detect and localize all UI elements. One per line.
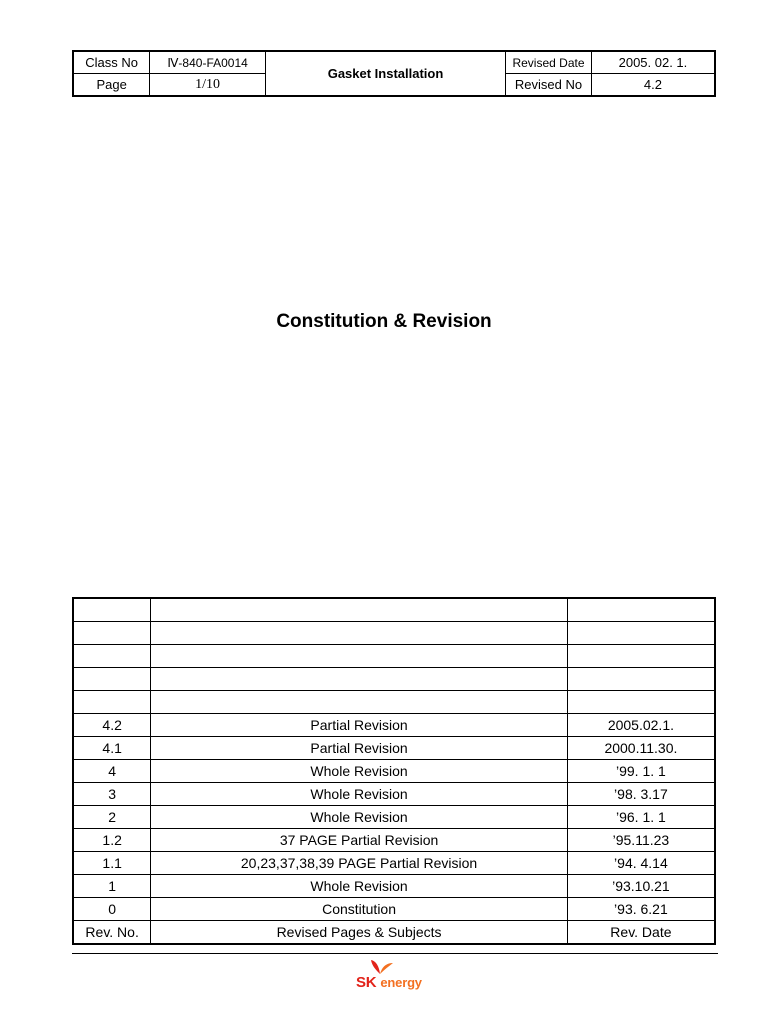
- table-row: [73, 737, 715, 760]
- table-row: [73, 714, 715, 737]
- subject-cell: [151, 598, 568, 622]
- rev-date-cell: [567, 668, 715, 691]
- subject-cell: 20,23,37,38,39 PAGE Partial Revision: [151, 852, 568, 875]
- logo-wing-left: [371, 960, 380, 974]
- rev-no-cell: 1.2: [73, 829, 151, 852]
- subject-cell: Constitution: [151, 898, 568, 921]
- subject-cell: [151, 691, 568, 714]
- rev-no-cell: 1.1: [73, 852, 151, 875]
- subject-cell: Whole Revision: [151, 806, 568, 829]
- rev-date-cell: ’96. 1. 1: [567, 806, 715, 829]
- rev-date-cell: ’95.11.23: [567, 829, 715, 852]
- sk-energy-logo: [356, 958, 436, 994]
- rev-date-cell: [567, 645, 715, 668]
- table-row: [73, 668, 715, 691]
- table-row: [73, 691, 715, 714]
- rev-no-cell: [73, 691, 151, 714]
- revised-date-label: Revised Date: [506, 51, 592, 74]
- logo-energy-text: energy: [380, 975, 422, 990]
- rev-no-cell: [73, 668, 151, 691]
- rev-no-cell: 3: [73, 783, 151, 806]
- subject-cell: 37 PAGE Partial Revision: [151, 829, 568, 852]
- table-row: [73, 645, 715, 668]
- rev-date-cell: [567, 598, 715, 622]
- table-row: [73, 829, 715, 852]
- subject-cell: Revised Pages & Subjects: [151, 921, 568, 945]
- logo-wing-right: [380, 963, 393, 974]
- table-row: [73, 806, 715, 829]
- rev-date-cell: ’99. 1. 1: [567, 760, 715, 783]
- rev-no-cell: [73, 645, 151, 668]
- rev-date-cell: ’98. 3.17: [567, 783, 715, 806]
- revised-no-label: Revised No: [506, 74, 592, 97]
- rev-date-cell: ’94. 4.14: [567, 852, 715, 875]
- document-subject-title: Gasket Installation: [265, 51, 505, 96]
- table-row: [73, 598, 715, 622]
- rev-no-cell: [73, 598, 151, 622]
- subject-cell: Whole Revision: [151, 783, 568, 806]
- subject-cell: Partial Revision: [151, 714, 568, 737]
- page-title: Constitution & Revision: [276, 311, 492, 332]
- rev-no-cell: Rev. No.: [73, 921, 151, 945]
- subject-cell: Partial Revision: [151, 737, 568, 760]
- subject-cell: [151, 645, 568, 668]
- rev-date-cell: 2005.02.1.: [567, 714, 715, 737]
- table-row: [73, 852, 715, 875]
- logo-sk-text: SK: [356, 974, 377, 991]
- subject-cell: Whole Revision: [151, 760, 568, 783]
- rev-date-cell: Rev. Date: [567, 921, 715, 945]
- rev-no-cell: [73, 622, 151, 645]
- rev-date-cell: ’93.10.21: [567, 875, 715, 898]
- table-row: [73, 760, 715, 783]
- table-row: [73, 898, 715, 921]
- table-header-row: [73, 921, 715, 945]
- table-row: [73, 875, 715, 898]
- subject-cell: Whole Revision: [151, 875, 568, 898]
- rev-no-cell: 1: [73, 875, 151, 898]
- page-value: 1/10: [150, 74, 266, 97]
- rev-date-cell: ’93. 6.21: [567, 898, 715, 921]
- footer-divider: [72, 953, 718, 954]
- revised-no-value: 4.2: [591, 74, 715, 97]
- logo-text: [356, 974, 422, 991]
- rev-no-cell: 4.1: [73, 737, 151, 760]
- subject-cell: [151, 622, 568, 645]
- rev-date-cell: 2000.11.30.: [567, 737, 715, 760]
- page-label: Page: [73, 74, 150, 97]
- rev-no-cell: 4: [73, 760, 151, 783]
- class-no-label: Class No: [73, 51, 150, 74]
- rev-no-cell: 4.2: [73, 714, 151, 737]
- subject-cell: [151, 668, 568, 691]
- table-row: [73, 622, 715, 645]
- table-row: [73, 783, 715, 806]
- revision-history-table: [72, 597, 716, 945]
- rev-no-cell: 0: [73, 898, 151, 921]
- rev-date-cell: [567, 691, 715, 714]
- revised-date-value: 2005. 02. 1.: [591, 51, 715, 74]
- rev-no-cell: 2: [73, 806, 151, 829]
- document-header-table: [72, 50, 716, 97]
- class-no-value: Ⅳ-840-FA0014: [150, 51, 266, 74]
- rev-date-cell: [567, 622, 715, 645]
